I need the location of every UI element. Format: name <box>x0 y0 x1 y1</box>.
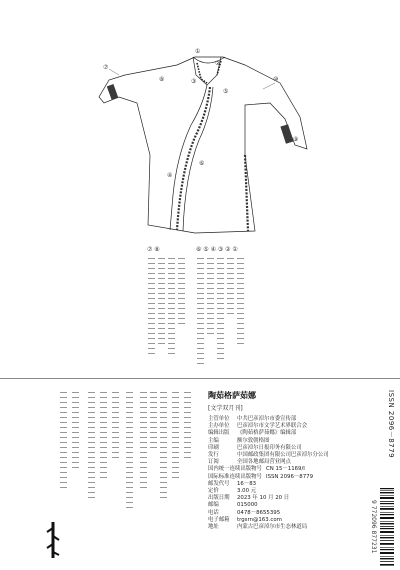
mongolian-column <box>148 258 155 354</box>
magazine-subtitle: [文学双月刊] <box>208 405 243 412</box>
imprint-row: 国际标准连续出版物号 ISSN 2096－8779 <box>208 473 314 480</box>
callout-9: ⑨ <box>293 136 299 143</box>
mongolian-imprint-column <box>140 392 147 492</box>
callout-8: ⑧ <box>159 76 165 83</box>
mongolian-imprint-column <box>172 392 179 482</box>
mongolian-column <box>227 258 234 318</box>
imprint-row: 邮发代号 16－83 <box>208 480 257 487</box>
robe-illustration <box>95 45 310 235</box>
imprint-row: 订阅 全国各地邮局营业网点 <box>208 459 291 466</box>
callout-1: ① <box>195 48 201 55</box>
section-divider <box>0 378 400 379</box>
callout-10: ⑩ <box>273 76 279 83</box>
mongolian-imprint-column <box>88 392 95 502</box>
imprint-row: 主编 额尔敦朝格图 <box>208 437 270 444</box>
magazine-title: 陶茹格萨茹娜 <box>208 391 256 400</box>
imprint-row: 主管单位 中共巴彦淖尔市委宣传部 <box>208 416 297 422</box>
mongolian-column <box>197 258 204 368</box>
mongolian-title-logo <box>44 520 62 560</box>
imprint-row: 电话 0478－8655395 <box>208 509 281 516</box>
callout-6: ⑥ <box>199 160 205 167</box>
mongolian-column <box>237 258 244 348</box>
legend-number: ⑥ ⑤ ④ ③ ② ① <box>196 246 238 253</box>
callout-7: ⑦ <box>103 64 109 71</box>
imprint-row: 电子邮箱 trgsrn@163.com <box>208 516 282 523</box>
imprint-row: 出版日期 2023 年 10 月 20 日 <box>208 495 290 502</box>
imprint-row: 编辑出版 《陶茹格萨茹娜》编辑部 <box>208 430 297 437</box>
imprint-row: 发行 中国邮政集团有限公司巴彦淖尔分公司 <box>208 452 329 459</box>
imprint-row: 邮编 015000 <box>208 502 258 509</box>
mongolian-imprint-column <box>126 392 133 512</box>
barcode <box>380 488 394 568</box>
imprint-rows <box>208 416 378 531</box>
mongolian-column <box>217 258 224 363</box>
imprint-row: 主办单位 巴彦淖尔市文学艺术界联合会 <box>208 423 308 430</box>
mongolian-column <box>178 258 185 328</box>
imprint-block <box>208 390 378 531</box>
callout-4: ④ <box>167 172 173 179</box>
mongolian-imprint-column <box>160 392 167 502</box>
callout-2: ② <box>215 60 221 67</box>
issn-vertical: ISSN 2096－8779 <box>387 390 395 459</box>
imprint-row: 国内统一连续出版物号 CN 15－1169/I <box>208 466 305 473</box>
barcode-number: 9 772096 877231 <box>370 500 377 554</box>
mongolian-column <box>168 258 175 358</box>
callout-3: ③ <box>191 78 197 85</box>
mongolian-column <box>158 258 165 346</box>
mongolian-imprint-column <box>112 392 119 462</box>
legend-left-numbers: ⑦ ⑧ <box>147 246 160 253</box>
imprint-row: 定价 3.00 元 <box>208 488 257 495</box>
mongolian-column <box>207 258 214 338</box>
legend-right-numbers <box>196 246 238 253</box>
imprint-row: 印刷 巴彦淖尔日报印务有限公司 <box>208 444 302 451</box>
mongolian-imprint-column <box>72 392 79 472</box>
mongolian-imprint-column <box>100 392 107 482</box>
mongolian-imprint-column <box>184 392 191 462</box>
mongolian-imprint-column <box>150 392 157 452</box>
callout-5: ⑤ <box>223 88 229 95</box>
mongolian-imprint-column <box>60 392 67 492</box>
imprint-row: 地址 内蒙古巴彦淖尔市生态林道局 <box>208 524 308 531</box>
